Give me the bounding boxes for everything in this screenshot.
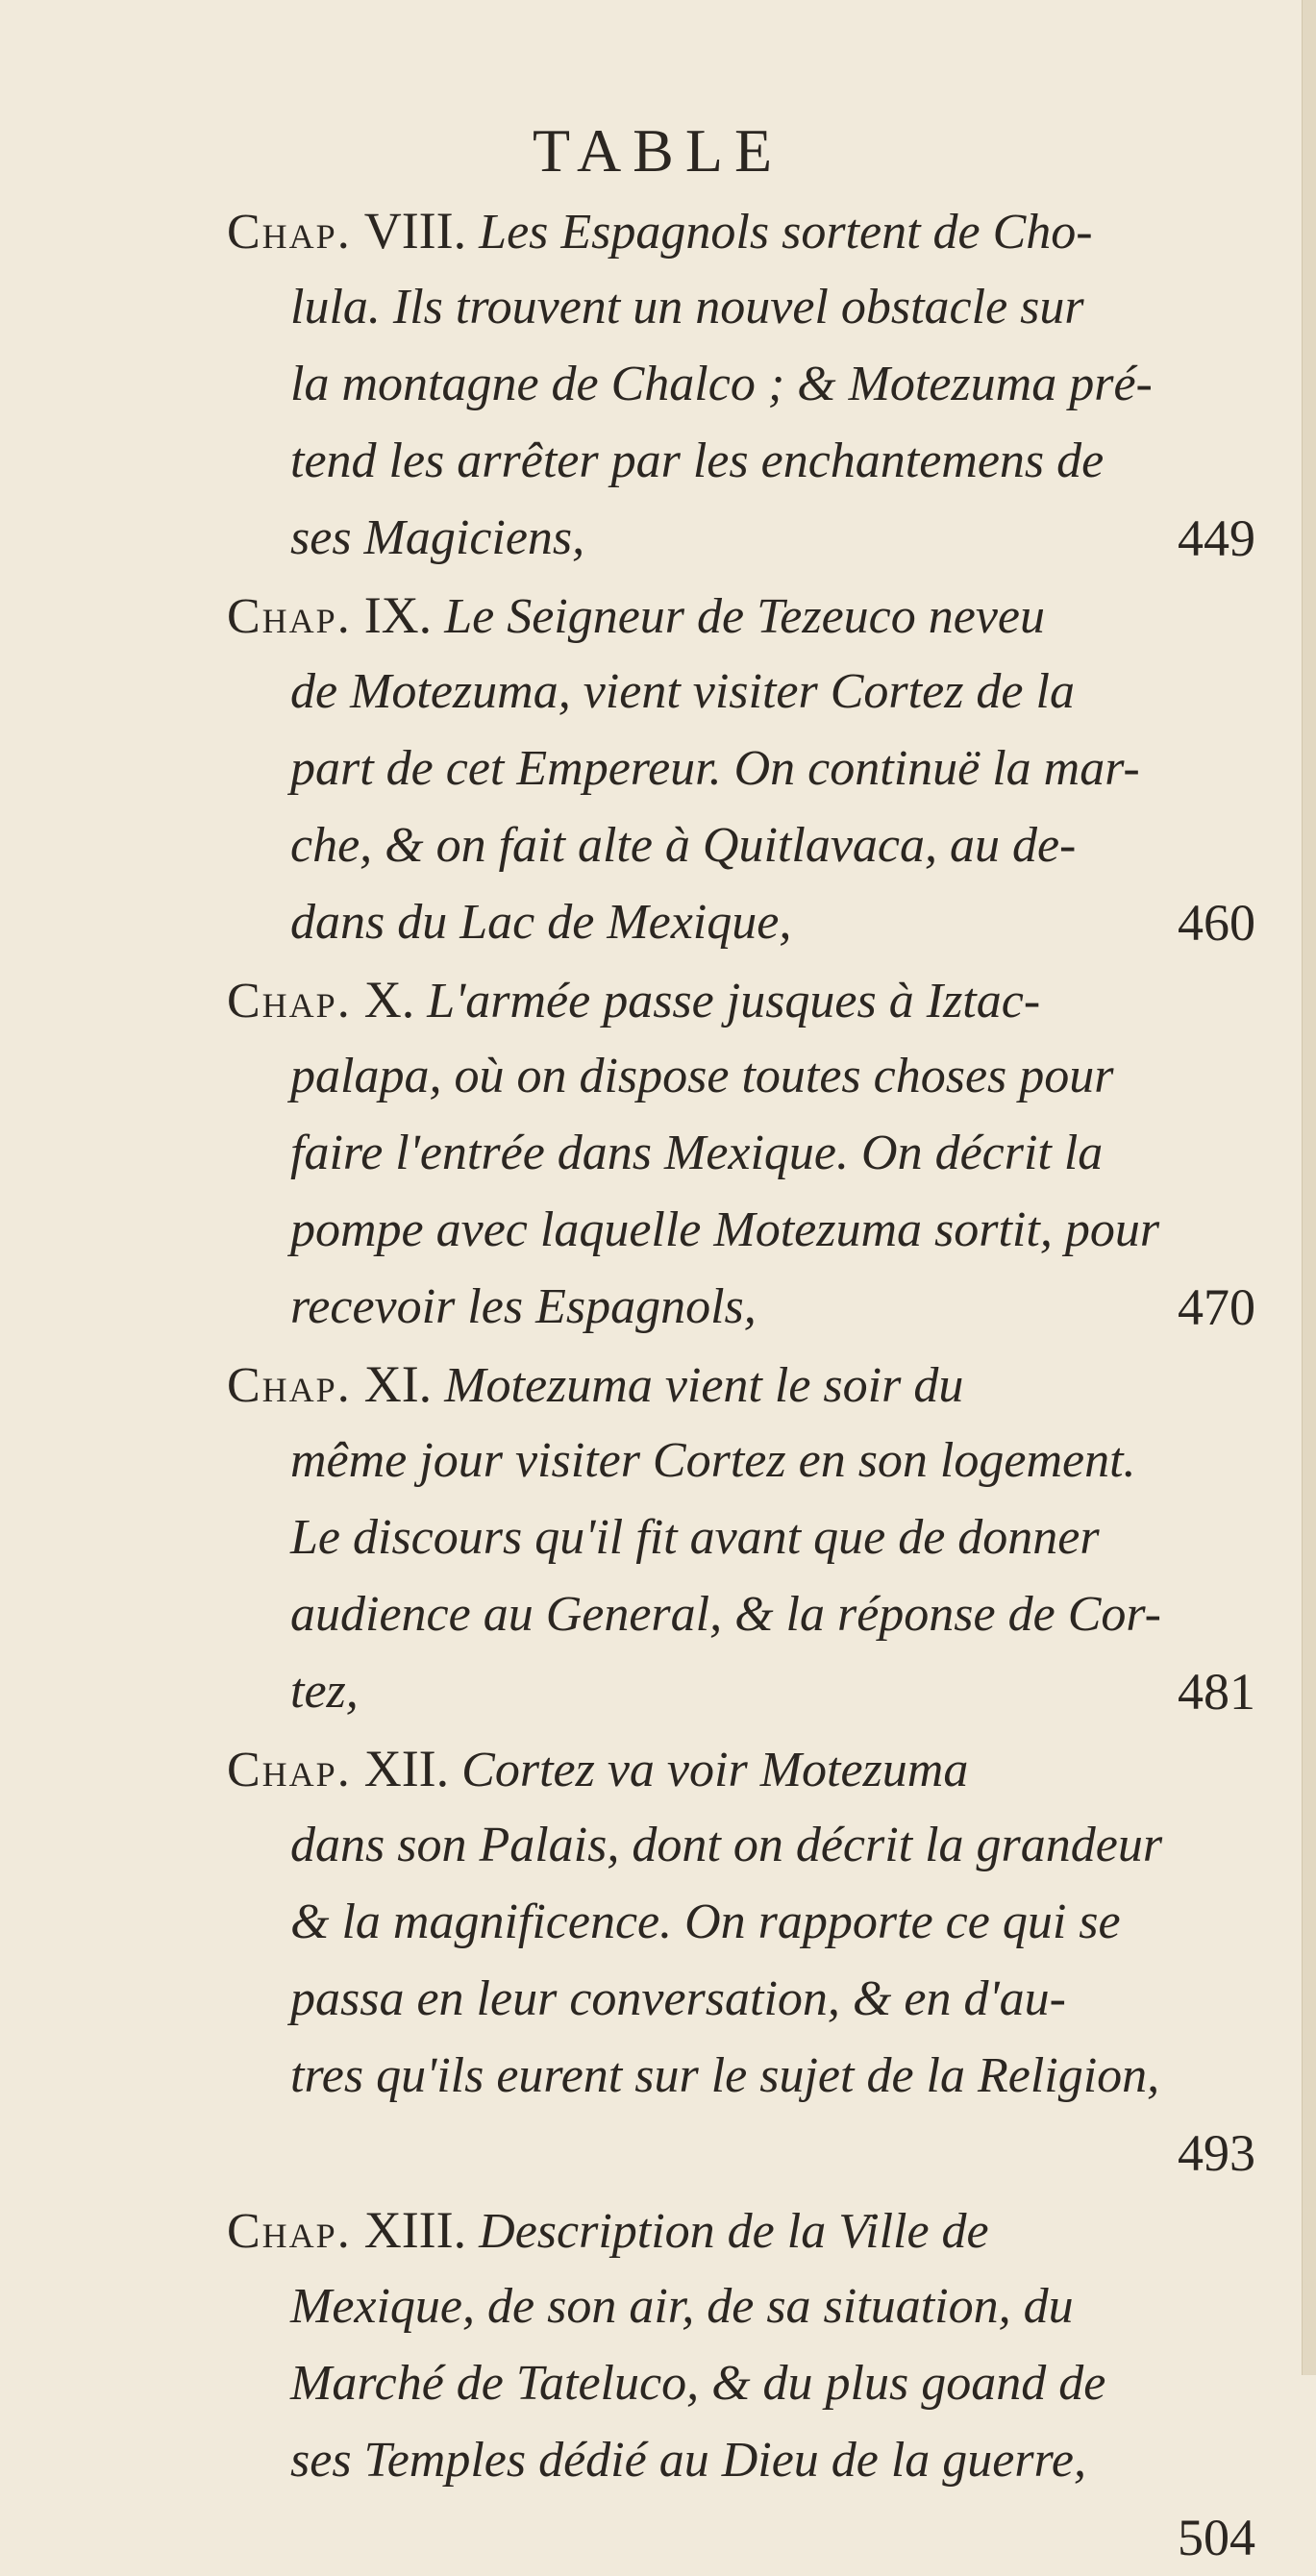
page-title: TABLE <box>532 116 784 185</box>
chapter-label: Chap. <box>227 1743 352 1797</box>
toc-entry-chap-xi <box>227 1346 1294 1730</box>
chapter-label: Chap. <box>227 205 352 260</box>
chapter-label: Chap. <box>227 2204 352 2259</box>
entry-line <box>227 884 1294 961</box>
entry-line: faire l'entrée dans Mexique. On décrit la <box>290 1126 1104 1180</box>
entry-line <box>227 192 1294 269</box>
entry-line: audience au General, & la réponse de Cor- <box>290 1587 1161 1642</box>
entry-line: pompe avec laquelle Motezuma sortit, pour <box>290 1202 1160 1257</box>
chapter-numeral: XI. <box>363 1355 433 1413</box>
entry-text: Motezuma vient le soir du <box>444 1358 964 1413</box>
chapter-numeral: XIII. <box>363 2201 467 2259</box>
entry-line: de Motezuma, vient visiter Cortez de la <box>290 664 1075 719</box>
chapter-numeral: XII. <box>363 1740 450 1797</box>
toc-entry-chap-xii <box>227 1730 1294 2192</box>
page-number: 493 <box>1178 2124 1255 2182</box>
entry-line: Marché de Tateluco, & du plus goand de <box>290 2356 1106 2411</box>
entry-text: Le Seigneur de Tezeuco neveu <box>444 589 1045 644</box>
entry-line <box>227 500 1294 577</box>
entry-line: dans son Palais, dont on décrit la grandeur <box>290 1818 1163 1872</box>
entry-line: palapa, où on dispose toutes choses pour <box>290 1049 1114 1103</box>
entry-text: tez, <box>290 1664 359 1719</box>
entry-text: Description de la Ville de <box>479 2204 989 2259</box>
entry-line <box>227 1346 1294 1423</box>
chapter-numeral: VIII. <box>363 202 467 260</box>
page-number: 449 <box>1178 509 1255 567</box>
entry-text: Les Espagnols sortent de Cho- <box>479 205 1093 260</box>
chapter-label: Chap. <box>227 1358 352 1413</box>
toc-entry-chap-ix <box>227 577 1294 961</box>
chapter-numeral: IX. <box>363 586 433 644</box>
entry-line: part de cet Empereur. On continuë la mar- <box>290 741 1140 796</box>
entry-line: Mexique, de son air, de sa situation, du <box>290 2279 1074 2334</box>
toc-entry-chap-x <box>227 961 1294 1346</box>
entry-line <box>227 1730 1294 1807</box>
page-number: 504 <box>1178 2509 1255 2566</box>
page-number: 470 <box>1178 1278 1255 1336</box>
entry-line <box>227 961 1294 1038</box>
entry-line: & la magnificence. On rapporte ce qui se <box>290 1895 1121 1949</box>
chapter-label: Chap. <box>227 589 352 644</box>
entry-line <box>227 2192 1294 2268</box>
entry-line: lula. Ils trouvent un nouvel obstacle sur <box>290 280 1084 334</box>
entry-text: recevoir les Espagnols, <box>290 1279 757 1334</box>
entry-line: ses Temples dédié au Dieu de la guerre, <box>290 2433 1087 2488</box>
page-number: 481 <box>1178 1663 1255 1721</box>
entry-line: passa en leur conversation, & en d'au- <box>290 1971 1066 2026</box>
entry-line: même jour visiter Cortez en son logement. <box>290 1433 1136 1488</box>
chapter-label: Chap. <box>227 974 352 1028</box>
chapter-numeral: X. <box>363 971 415 1028</box>
entry-line: tres qu'ils eurent sur le sujet de la Religion, <box>290 2048 1160 2103</box>
entry-text: ses Magiciens, <box>290 510 585 565</box>
page-number: 460 <box>1178 894 1255 952</box>
table-of-contents <box>227 192 1294 2576</box>
entry-text: L'armée passe jusques à Iztac- <box>427 974 1041 1028</box>
entry-line: la montagne de Chalco ; & Motezuma pré- <box>290 357 1153 411</box>
page-edge <box>1302 0 1316 2375</box>
toc-entry-chap-viii <box>227 192 1294 577</box>
entry-line <box>227 1269 1294 1346</box>
entry-line <box>227 577 1294 654</box>
entry-line <box>227 1653 1294 1730</box>
entry-text: dans du Lac de Mexique, <box>290 895 792 950</box>
toc-entry-chap-xiii <box>227 2192 1294 2576</box>
entry-text: Cortez va voir Motezuma <box>461 1743 969 1797</box>
entry-line: che, & on fait alte à Quitlavaca, au de- <box>290 818 1077 873</box>
entry-line: tend les arrêter par les enchantemens de <box>290 433 1105 488</box>
entry-line: Le discours qu'il fit avant que de donner <box>290 1510 1100 1565</box>
